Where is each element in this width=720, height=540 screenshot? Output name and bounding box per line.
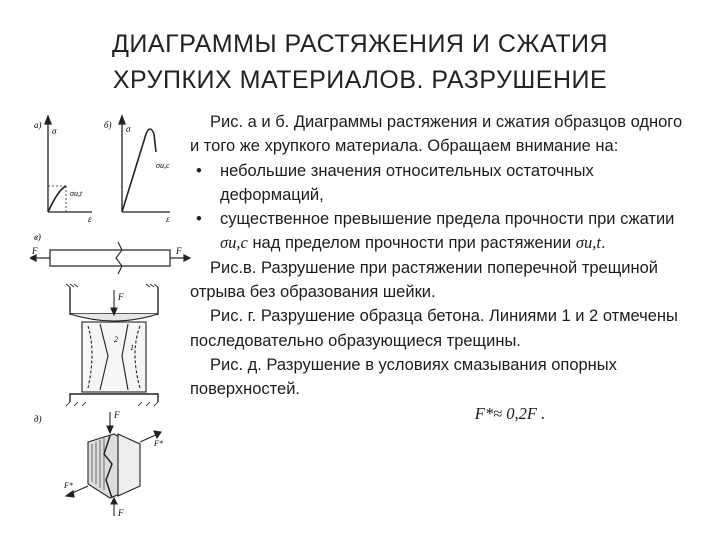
paragraph-fig-v: Рис.в. Разрушение при растяжении поперечной трещиной отрыва без образования шейки. <box>190 258 659 302</box>
force-top-d: F <box>114 410 120 420</box>
force-star-left-d: F* <box>64 481 73 490</box>
fracture-figures <box>30 112 200 522</box>
title-line-1: ДИАГРАММЫ РАСТЯЖЕНИЯ И СЖАТИЯ <box>112 30 608 58</box>
paragraph-fig-g: Рис. г. Разрушение образца бетона. Линиями 1 и 2 отмечены последовательно образующиеся трещины. <box>190 307 678 350</box>
label-v: в) <box>34 232 41 242</box>
diagram-g-concrete-fracture <box>66 284 158 406</box>
paragraph-fig-d: Рис. д. Разрушение в условиях смазывания опорных поверхностей. <box>190 355 617 399</box>
eps-label-a: ε <box>88 214 92 224</box>
description-text <box>190 110 690 426</box>
force-star-right-d: F* <box>154 439 163 448</box>
crack-2-label: 2 <box>114 335 118 344</box>
diagram-d-lubricated-fracture <box>66 412 161 516</box>
force-left-v: F <box>32 246 38 256</box>
bullet-dot: • <box>196 210 202 229</box>
bullet-2-mid: над пределом прочности при растяжении <box>252 234 572 253</box>
force-right-v: F <box>176 246 182 256</box>
bullet-2-end: . <box>600 234 606 253</box>
sigma-ut-symbol: σu,t <box>575 233 601 253</box>
sigma-uc-symbol: σu,c <box>220 233 248 253</box>
label-b: б) <box>104 120 112 130</box>
sigma-uc-label: σu,c <box>156 161 170 170</box>
force-g: F <box>118 292 124 302</box>
force-bottom-d: F <box>118 508 124 518</box>
paragraph-fig-a-b: Рис. а и б. Диаграммы растяжения и сжатия образцов одного и того же хрупкого материала. Обращаем внимание на: <box>190 113 683 156</box>
bullet-dot: • <box>196 161 202 180</box>
sigma-label-b: σ <box>126 124 131 134</box>
crack-1-label: 1 <box>130 343 134 352</box>
sigma-label-a: σ <box>52 126 57 136</box>
bullet-2-pre: существенное превышение предела прочности при сжатии <box>220 210 675 229</box>
diagram-v-rod-fracture <box>30 242 190 274</box>
slide-title <box>0 26 720 98</box>
eps-label-b: ε <box>166 214 170 224</box>
label-d: д) <box>34 414 42 424</box>
label-a: а) <box>34 120 42 130</box>
formula-force: F*≈ 0,2F . <box>474 403 546 423</box>
title-line-2: ХРУПКИХ МАТЕРИАЛОВ. РАЗРУШЕНИЕ <box>112 66 608 94</box>
bullet-item-2 <box>190 207 690 256</box>
bullet-item-1 <box>190 159 690 208</box>
sigma-ut-label: σu,t <box>70 189 83 198</box>
bullet-1-text: небольшие значения относительных остаточных деформаций, <box>220 161 594 204</box>
